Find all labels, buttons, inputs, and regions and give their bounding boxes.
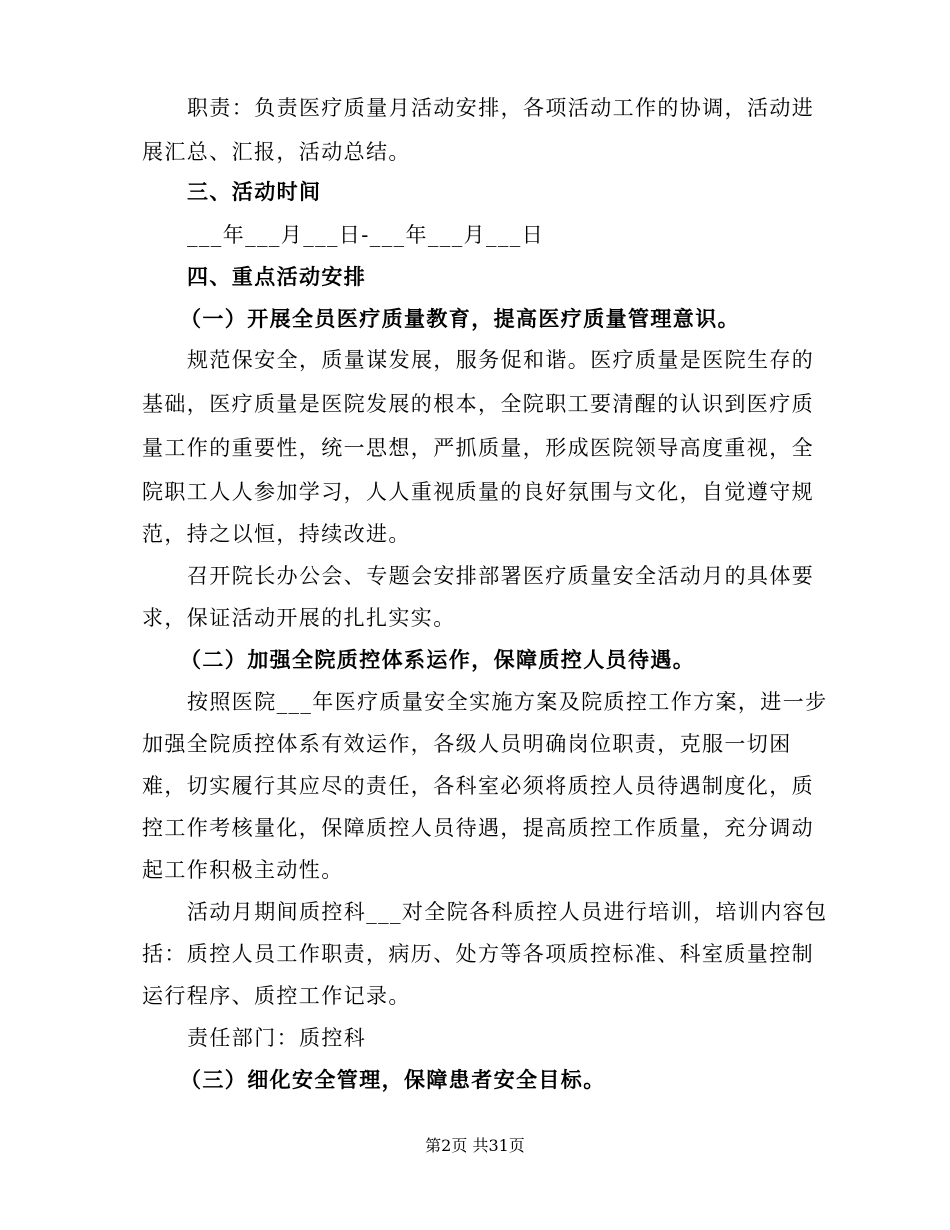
section-heading: 四、重点活动安排 xyxy=(187,264,367,289)
paragraph-line: 控工作考核量化，保障质控人员待遇，提高质控工作质量，充分调动 xyxy=(142,816,814,840)
paragraph-line: 职责：负责医疗质量月活动安排，各项活动工作的协调，活动进 xyxy=(187,96,815,120)
paragraph-line: 规范保安全，质量谋发展，服务促和谐。医疗质量是医院生存的 xyxy=(187,348,815,372)
paragraph-line: 召开院长办公会、专题会安排部署医疗质量安全活动月的具体要 xyxy=(187,564,815,588)
paragraph-line: 范，持之以恒，持续改进。 xyxy=(142,522,411,546)
paragraph-line: 展汇总、汇报，活动总结。 xyxy=(142,140,411,164)
paragraph-line: 求，保证活动开展的扎扎实实。 xyxy=(142,606,456,630)
section-heading: 三、活动时间 xyxy=(187,179,322,204)
paragraph-line: 基础，医疗质量是医院发展的根本，全院职工要清醒的认识到医疗质 xyxy=(142,392,814,416)
paragraph-line: 按照医院___年医疗质量安全实施方案及院质控工作方案，进一步 xyxy=(187,690,828,714)
paragraph-line: 量工作的重要性，统一思想，严抓质量，形成医院领导高度重视，全 xyxy=(142,436,814,460)
paragraph-line: 加强全院质控体系有效运作，各级人员明确岗位职责，克服一切困 xyxy=(142,732,792,756)
page-number-footer: 第2页 共31页 xyxy=(425,1136,525,1155)
paragraph-line: 括：质控人员工作职责，病历、处方等各项质控标准、科室质量控制 xyxy=(142,942,814,966)
date-range-line: ___年___月___日-___年___月___日 xyxy=(187,223,545,247)
subsection-heading: （三）细化安全管理，保障患者安全目标。 xyxy=(180,1067,606,1092)
paragraph-line: 活动月期间质控科___对全院各科质控人员进行培训，培训内容包 xyxy=(187,900,828,924)
paragraph-line: 院职工人人参加学习，人人重视质量的良好氛围与文化，自觉遵守规 xyxy=(142,480,814,504)
subsection-heading: （一）开展全员医疗质量教育，提高医疗质量管理意识。 xyxy=(180,306,740,331)
paragraph-line: 运行程序、质控工作记录。 xyxy=(142,984,411,1008)
subsection-heading: （二）加强全院质控体系运作，保障质控人员待遇。 xyxy=(180,647,696,672)
paragraph-line: 难，切实履行其应尽的责任，各科室必须将质控人员待遇制度化，质 xyxy=(142,774,814,798)
paragraph-line: 起工作积极主动性。 xyxy=(142,858,344,882)
paragraph-line: 责任部门：质控科 xyxy=(187,1026,367,1050)
